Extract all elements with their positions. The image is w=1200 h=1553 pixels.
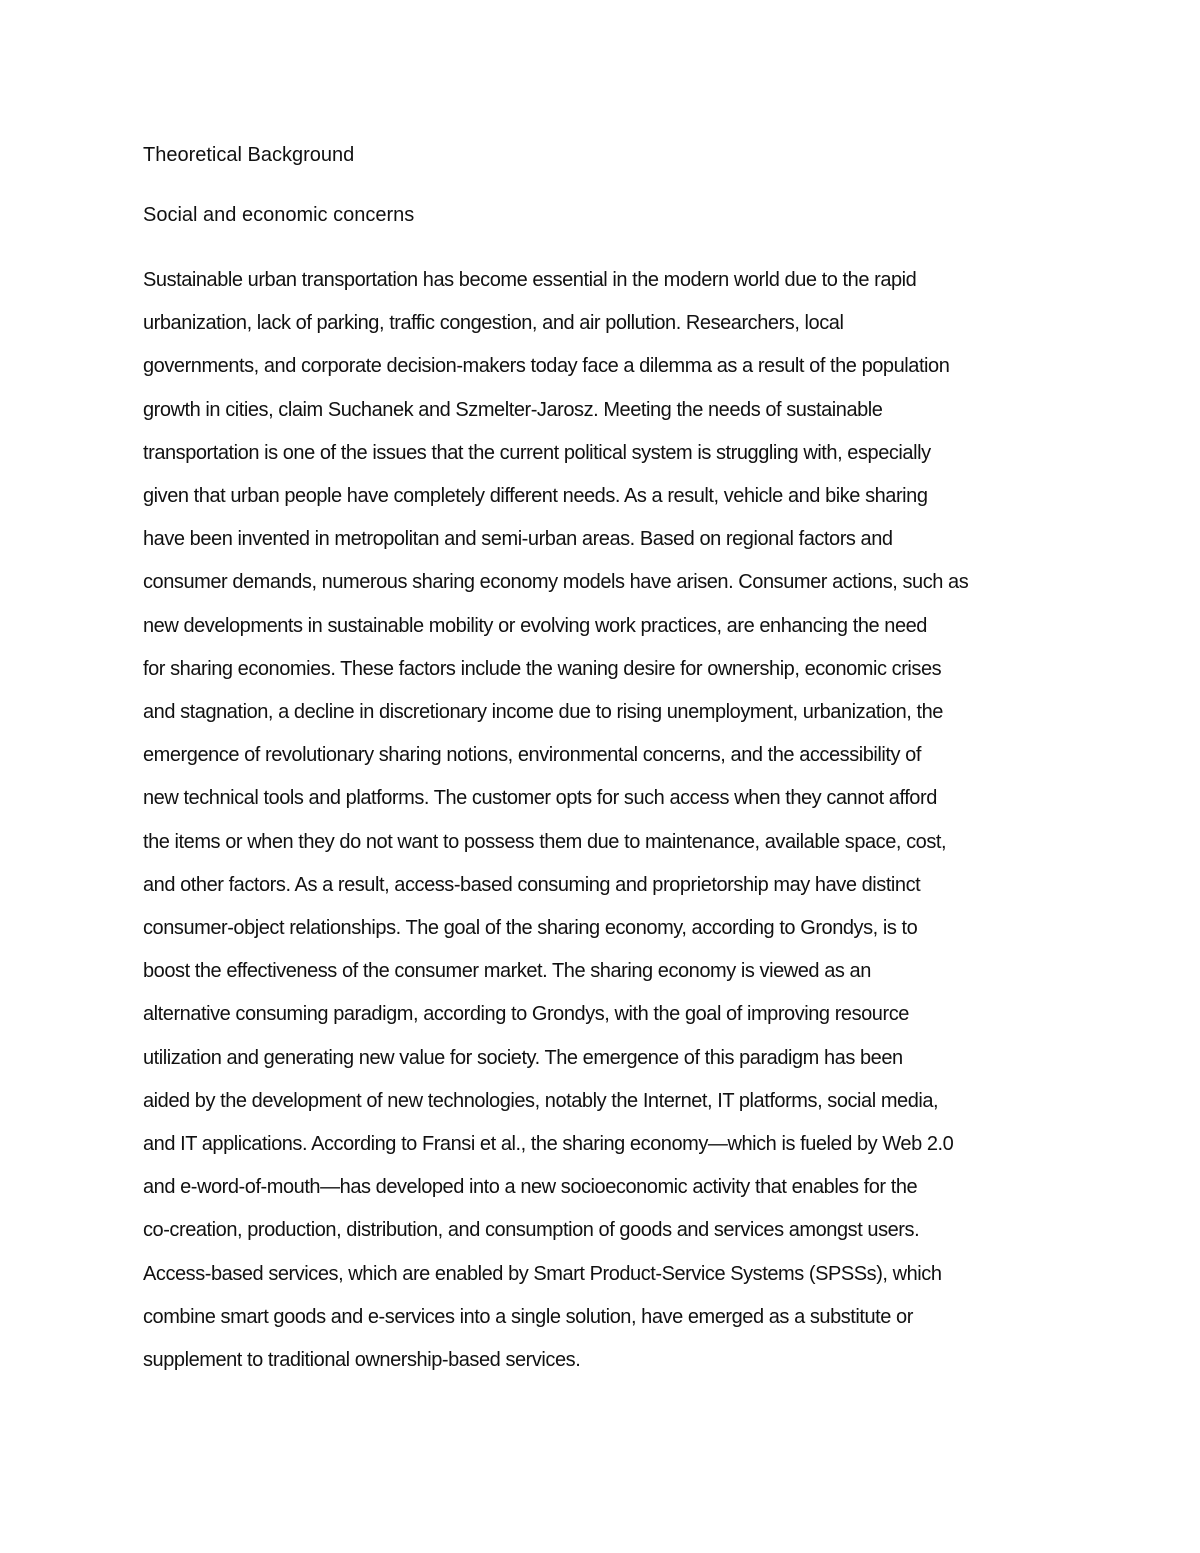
paragraph-line: governments, and corporate decision-makers today face a dilemma as a result of the population <box>143 355 950 378</box>
paragraph-line: consumer-object relationships. The goal of the sharing economy, according to Grondys, is to <box>143 917 918 940</box>
document-body <box>143 140 1083 1382</box>
section-heading: Theoretical Background <box>143 144 355 166</box>
paragraph-line: co-creation, production, distribution, and consumption of goods and services amongst users. <box>143 1219 920 1242</box>
paragraph-line: and stagnation, a decline in discretionary income due to rising unemployment, urbanization, the <box>143 701 943 724</box>
paragraph-line: alternative consuming paradigm, according to Grondys, with the goal of improving resource <box>143 1003 909 1026</box>
paragraph-line: and other factors. As a result, access-based consuming and proprietorship may have distinct <box>143 873 921 896</box>
paragraph-line: urbanization, lack of parking, traffic congestion, and air pollution. Researchers, local <box>143 312 844 335</box>
paragraph-line: the items or when they do not want to possess them due to maintenance, available space, cost, <box>143 830 947 853</box>
paragraph-line: and IT applications. According to Fransi et al., the sharing economy—which is fueled by Web 2.0 <box>143 1133 954 1156</box>
paragraph-line: utilization and generating new value for society. The emergence of this paradigm has been <box>143 1046 903 1069</box>
paragraph-line: given that urban people have completely different needs. As a result, vehicle and bike sharing <box>143 485 928 508</box>
paragraph-line: combine smart goods and e-services into a single solution, have emerged as a substitute or <box>143 1305 913 1328</box>
paragraph-line: growth in cities, claim Suchanek and Szmelter-Jarosz. Meeting the needs of sustainable <box>143 398 883 421</box>
paragraph-line: boost the effectiveness of the consumer market. The sharing economy is viewed as an <box>143 960 871 983</box>
paragraph-line: new developments in sustainable mobility or evolving work practices, are enhancing the need <box>143 614 927 637</box>
paragraph-line: emergence of revolutionary sharing notions, environmental concerns, and the accessibility of <box>143 744 921 767</box>
paragraph-line: Access-based services, which are enabled by Smart Product-Service Systems (SPSSs), which <box>143 1262 942 1285</box>
paragraph-line: have been invented in metropolitan and semi-urban areas. Based on regional factors and <box>143 528 893 551</box>
paragraph-line: consumer demands, numerous sharing economy models have arisen. Consumer actions, such as <box>143 571 969 594</box>
paragraph-line: aided by the development of new technologies, notably the Internet, IT platforms, social media, <box>143 1089 939 1112</box>
paragraph-line: supplement to traditional ownership-based services. <box>143 1349 581 1372</box>
paragraph-line: for sharing economies. These factors include the waning desire for ownership, economic crises <box>143 657 942 680</box>
paragraph-line: new technical tools and platforms. The customer opts for such access when they cannot afford <box>143 787 937 810</box>
subsection-heading: Social and economic concerns <box>143 204 415 226</box>
paragraph-line: and e-word-of-mouth—has developed into a new socioeconomic activity that enables for the <box>143 1176 918 1199</box>
paragraph-line: transportation is one of the issues that the current political system is struggling with, especially <box>143 441 931 464</box>
paragraph-line: Sustainable urban transportation has become essential in the modern world due to the rapid <box>143 269 917 291</box>
body-paragraph <box>143 259 1083 1382</box>
